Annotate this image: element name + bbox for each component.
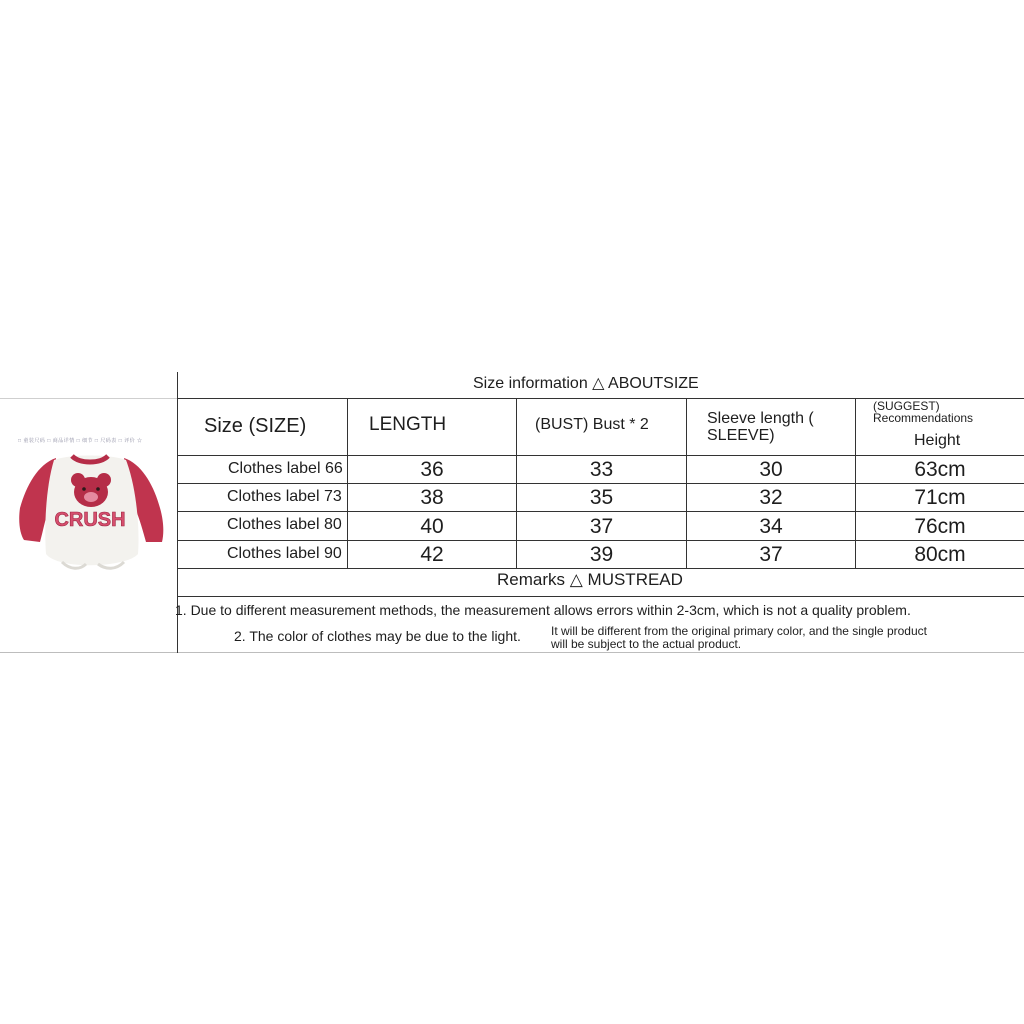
cell-sleeve: 32 (759, 486, 783, 509)
header-sleeve-line1: Sleeve length ( (707, 410, 814, 427)
cell-length: 38 (420, 486, 444, 509)
header-length: LENGTH (369, 414, 447, 435)
cell-length: 42 (420, 543, 444, 566)
bear-eye-right (96, 487, 100, 491)
remark-note-1: 1. Due to different measurement methods, the measurement allows errors within 2-3cm, which is not a quality problem. (175, 602, 911, 618)
row-label: Clothes label 90 (227, 545, 342, 562)
bottom-border (0, 652, 1024, 653)
header-height: Height (914, 432, 961, 449)
cell-sleeve: 30 (759, 458, 783, 481)
panel-top-border (0, 398, 177, 399)
cell-bust: 33 (589, 458, 614, 481)
header-bottom-border (177, 455, 1024, 456)
row-divider (177, 540, 1024, 541)
cell-length: 36 (420, 458, 444, 481)
cell-height: 63cm (914, 458, 966, 481)
remark-note-2-line1: It will be different from the original primary color, and the single product (551, 624, 927, 638)
header-size: Size (SIZE) (204, 415, 307, 437)
cell-sleeve: 37 (759, 543, 783, 566)
size-info-title: Size information △ ABOUTSIZE (473, 375, 699, 392)
cell-height: 71cm (914, 486, 966, 509)
cell-height: 76cm (914, 515, 966, 538)
bear-eye-left (82, 487, 86, 491)
remark-note-2: 2. The color of clothes may be due to the light. (234, 628, 521, 644)
header-recommendations: Recommendations (873, 411, 974, 425)
table-bottom-border (177, 568, 1024, 569)
row-divider (177, 511, 1024, 512)
header-suggest: (SUGGEST) (873, 399, 940, 413)
cell-bust: 35 (589, 486, 614, 509)
cell-length: 40 (420, 515, 444, 538)
crush-print: CRUSH (54, 509, 126, 531)
remark-note-2-line2: will be subject to the actual product. (551, 637, 742, 651)
cell-sleeve: 34 (759, 515, 783, 538)
header-sleeve-line2: SLEEVE) (707, 427, 775, 444)
product-image (14, 446, 172, 576)
cell-height: 80cm (914, 543, 966, 566)
row-label: Clothes label 80 (227, 516, 342, 533)
row-label: Clothes label 73 (227, 488, 342, 505)
row-label: Clothes label 66 (228, 460, 343, 477)
cell-bust: 37 (589, 515, 614, 538)
remarks-divider (177, 596, 1024, 597)
remarks-title: Remarks △ MUSTREAD (497, 570, 683, 589)
cell-bust: 39 (589, 543, 614, 566)
thumbnail-strip: □ 童装尺码 □ 商品详情 □ 细节 □ 尺码表 □ 评价 ☆ (18, 438, 143, 444)
row-divider (177, 483, 1024, 484)
header-bust: (BUST) Bust * 2 (535, 416, 649, 433)
bear-snout (84, 492, 98, 502)
